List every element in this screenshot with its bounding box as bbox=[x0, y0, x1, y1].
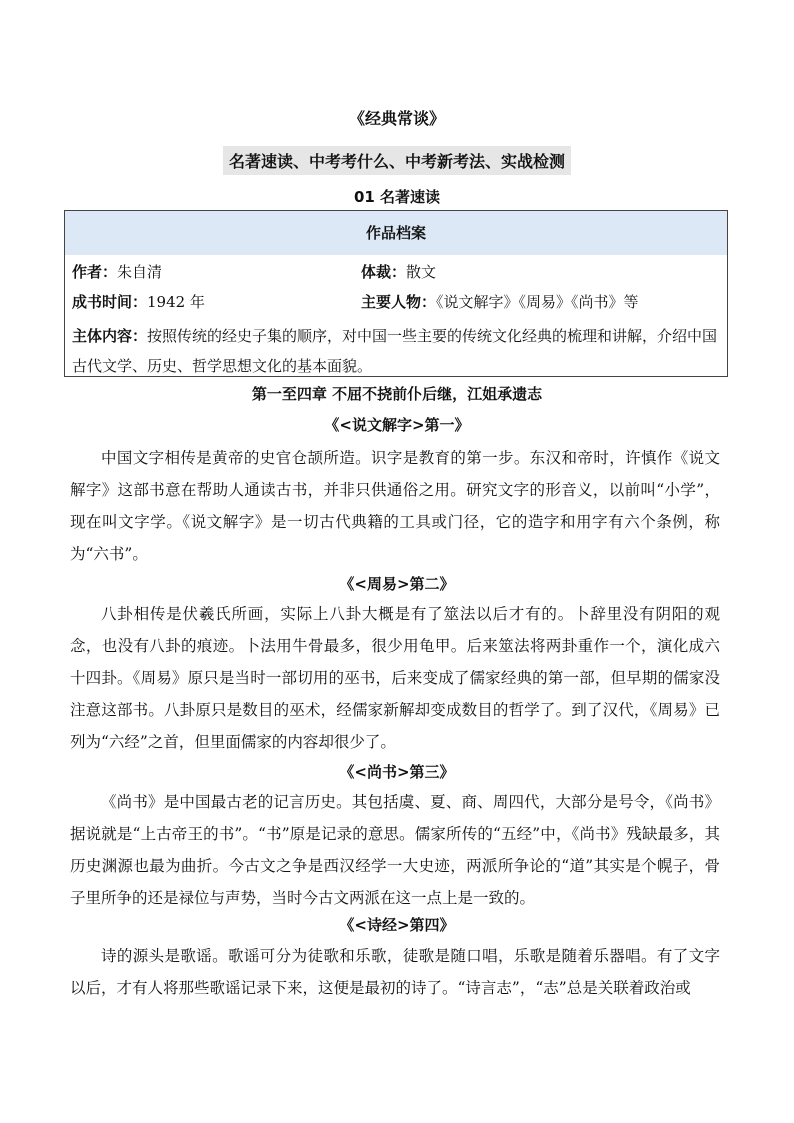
work-profile-card bbox=[64, 210, 728, 377]
genre-row bbox=[361, 261, 436, 282]
people-label: 主要人物： bbox=[361, 293, 437, 311]
author-value: 朱自清 bbox=[117, 263, 163, 281]
document-subtitle: 名著速读、中考考什么、中考新考法、实战检测 bbox=[223, 146, 571, 175]
section-title: 《<说文解字>第一》 bbox=[324, 416, 470, 434]
section-title: 《<周易>第二》 bbox=[339, 575, 455, 593]
section-title: 《<诗经>第四》 bbox=[339, 916, 455, 934]
section-paragraph: 中国文字相传是黄帝的史官仓颉所造。识字是教育的第一步。东汉和帝时，许慎作《说文解字》这部书意在帮助人通读古书，并非只供通俗之用。研究文字的形音义，以前叫“小学”，现在叫文字学。《说文解字》是一切古代典籍的工具或门径，它的造字和用字有六个条例，称为“六书”。 bbox=[70, 449, 720, 563]
card-header: 作品档案 bbox=[65, 211, 727, 255]
author-row bbox=[72, 261, 162, 282]
people-value: 《说文解字》《周易》《尚书》等 bbox=[436, 293, 639, 311]
content-value: 按照传统的经史子集的顺序，对中国一些主要的传统文化经典的梳理和讲解，介绍中国古代文学、历史、哲学思想文化的基本面貌。 bbox=[72, 327, 718, 375]
document-title: 《经典常谈》 bbox=[348, 109, 445, 128]
subtitle-wrap bbox=[0, 146, 794, 175]
time-value: 1942 年 bbox=[147, 293, 205, 311]
section-title: 《<尚书>第三》 bbox=[339, 763, 455, 781]
section-paragraph: 诗的源头是歌谣。歌谣可分为徒歌和乐歌，徒歌是随口唱，乐歌是随着乐器唱。有了文字以后，才有人将那些歌谣记录下来，这便是最初的诗了。“诗言志”，“志”总是关联着政治或 bbox=[70, 947, 720, 997]
author-label: 作者： bbox=[72, 263, 118, 281]
time-row bbox=[72, 291, 205, 312]
chapter-title: 第一至四章 不屈不挠前仆后继，江姐承遗志 bbox=[251, 385, 543, 403]
section-paragraph: 八卦相传是伏羲氏所画，实际上八卦大概是有了筮法以后才有的。卜辞里没有阴阳的观念，也没有八卦的痕迹。卜法用牛骨最多，很少用龟甲。后来筮法将两卦重作一个，演化成六十四卦。《周易》原只是当时一部切用的巫书，后来变成了儒家经典的第一部，但早期的儒家没注意这部书。八卦原只是数目的巫术，经儒家新解却变成数目的哲学了。到了汉代，《周易》已列为“六经”之首，但里面儒家的内容却很少了。 bbox=[70, 605, 720, 751]
time-label: 成书时间： bbox=[72, 293, 148, 311]
people-row bbox=[361, 291, 639, 312]
genre-label: 体裁： bbox=[361, 263, 407, 281]
content-label: 主体内容： bbox=[72, 327, 148, 345]
section-heading: 01 名著速读 bbox=[353, 188, 441, 206]
content-row bbox=[72, 321, 722, 381]
genre-value: 散文 bbox=[406, 263, 437, 281]
section-paragraph: 《尚书》是中国最古老的记言历史。其包括虞、夏、商、周四代，大部分是号令，《尚书》据说就是“上古帝王的书”。“书”原是记录的意思。儒家所传的“五经”中，《尚书》残缺最多，其历史渊源也最为曲折。今古文之争是西汉经学一大史迹，两派所争论的“道”其实是个幌子，骨子里所争的还是禄位与声势，当时今古文两派在这一点上是一致的。 bbox=[70, 793, 720, 907]
